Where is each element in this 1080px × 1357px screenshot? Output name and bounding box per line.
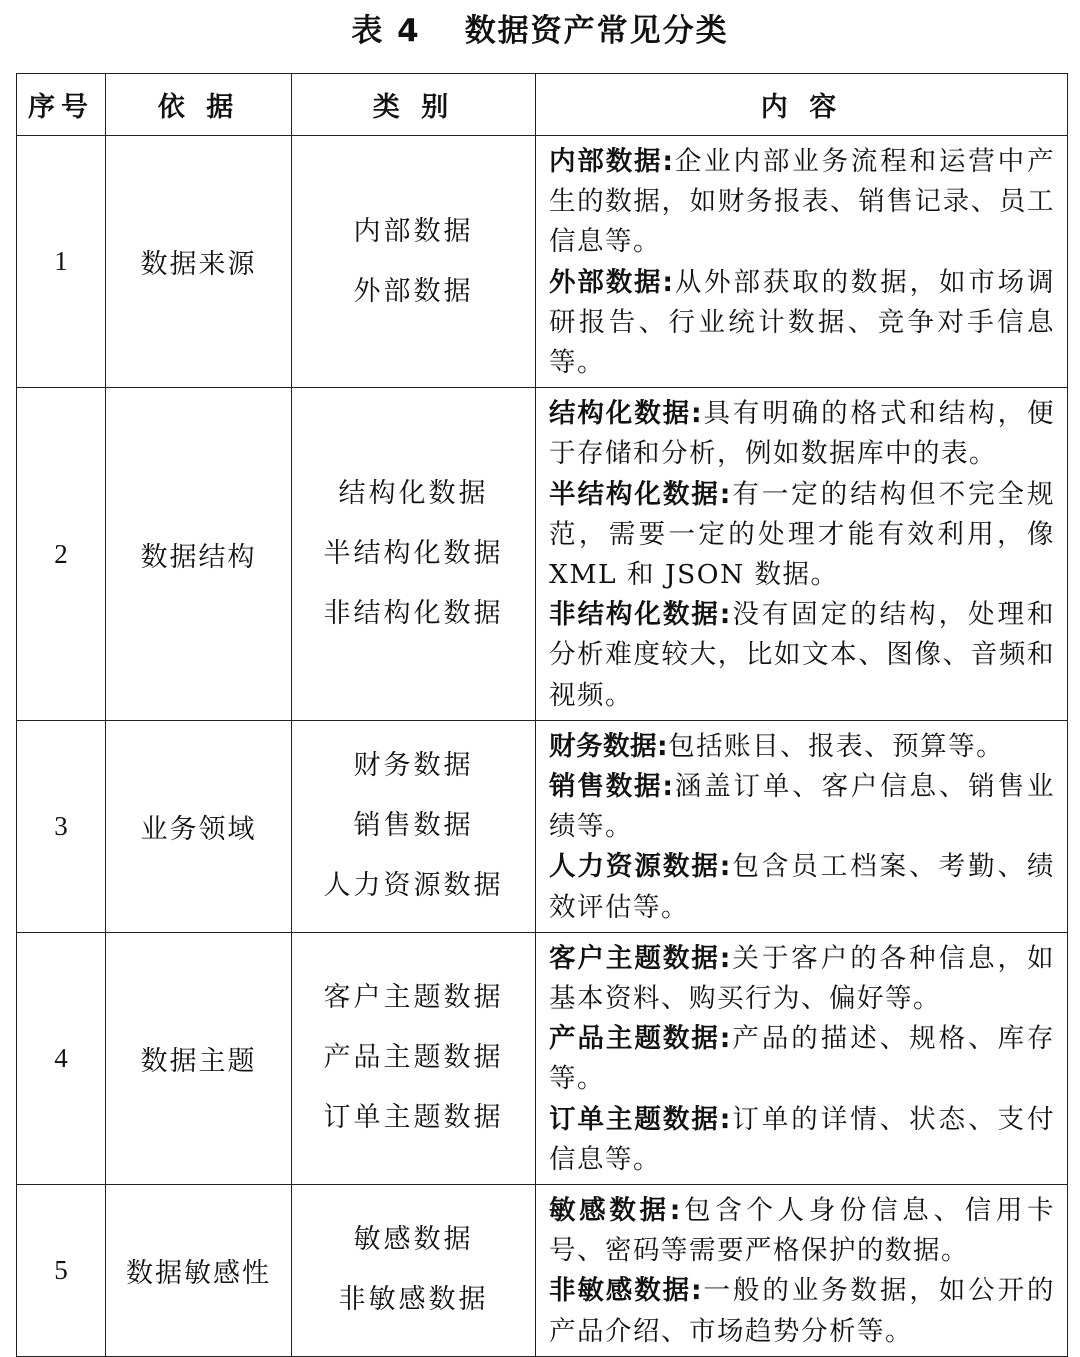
content-desc: 订单的详情、状态、支付信息等。 (549, 1103, 1055, 1175)
table-row (17, 388, 1068, 721)
content-desc: 企业内部业务流程和运营中产生的数据，如财务报表、销售记录、员工信息等。 (549, 146, 1055, 258)
row-number: 2 (17, 388, 106, 721)
content-item (549, 1271, 1055, 1351)
row-content (536, 720, 1068, 932)
row-basis: 数据结构 (106, 388, 292, 721)
content-item (549, 767, 1055, 847)
content-item (549, 595, 1055, 716)
content-item (549, 727, 1055, 767)
row-categories (292, 1185, 536, 1357)
category-item: 非结构化数据 (323, 598, 504, 630)
row-content (536, 932, 1068, 1184)
category-item: 产品主题数据 (323, 1042, 504, 1074)
content-item (549, 847, 1055, 927)
content-item (549, 1100, 1055, 1180)
table-row (17, 720, 1068, 932)
row-number: 4 (17, 932, 106, 1184)
content-term: 外部数据: (549, 266, 674, 298)
category-item: 订单主题数据 (323, 1102, 504, 1134)
row-basis: 数据主题 (106, 932, 292, 1184)
content-item (549, 939, 1055, 1019)
content-item (549, 263, 1055, 384)
row-basis: 数据敏感性 (106, 1185, 292, 1357)
category-item: 敏感数据 (353, 1224, 474, 1256)
category-item: 外部数据 (353, 275, 474, 307)
row-content (536, 1185, 1068, 1357)
header-row (17, 74, 1068, 136)
content-desc: 包含个人身份信息、信用卡号、密码等需要严格保护的数据。 (549, 1195, 1055, 1267)
data-asset-classification-table (16, 73, 1068, 1357)
row-number: 3 (17, 720, 106, 932)
category-item: 财务数据 (353, 750, 474, 782)
content-desc: 从外部获取的数据，如市场调研报告、行业统计数据、竞争对手信息等。 (549, 266, 1055, 379)
content-term: 销售数据: (549, 771, 674, 803)
table-row (17, 1185, 1068, 1357)
table-caption (0, 8, 1080, 54)
content-desc: 产品的描述、规格、库存等。 (549, 1023, 1055, 1095)
content-item (549, 1019, 1055, 1099)
content-desc: 包含员工档案、考勤、绩效评估等。 (549, 851, 1055, 923)
content-desc: 涵盖订单、客户信息、销售业绩等。 (549, 771, 1055, 843)
content-term: 半结构化数据: (549, 478, 731, 510)
row-basis: 数据来源 (106, 136, 292, 388)
content-desc: 没有固定的结构，处理和分析难度较大，比如文本、图像、音频和视频。 (549, 599, 1055, 711)
content-item (549, 394, 1055, 474)
content-term: 人力资源数据: (549, 851, 731, 883)
row-number: 1 (17, 136, 106, 388)
row-categories (292, 136, 536, 388)
table-title: 数据资产常见分类 (464, 13, 729, 49)
content-item (549, 475, 1055, 596)
content-desc: 包括账目、报表、预算等。 (668, 730, 1005, 762)
header-no: 序号 (17, 74, 106, 136)
category-item: 销售数据 (353, 810, 474, 842)
content-term: 非结构化数据: (549, 599, 731, 631)
row-basis: 业务领域 (106, 720, 292, 932)
table-number: 表 4 (351, 13, 421, 49)
content-term: 结构化数据: (549, 398, 703, 430)
category-item: 结构化数据 (338, 478, 489, 510)
content-term: 敏感数据: (549, 1195, 681, 1227)
header-basis: 依 据 (106, 74, 292, 136)
content-desc: 具有明确的格式和结构，便于存储和分析，例如数据库中的表。 (549, 398, 1055, 470)
header-category: 类 别 (292, 74, 536, 136)
row-categories (292, 932, 536, 1184)
content-desc: 有一定的结构但不完全规范，需要一定的处理才能有效利用，像 XML 和 JSON 数据。 (549, 478, 1055, 591)
table-row (17, 932, 1068, 1184)
category-item: 半结构化数据 (323, 538, 504, 570)
row-content (536, 388, 1068, 721)
category-item: 人力资源数据 (323, 870, 504, 902)
row-content (536, 136, 1068, 388)
content-term: 订单主题数据: (549, 1103, 731, 1135)
content-item (549, 1191, 1055, 1271)
row-number: 5 (17, 1185, 106, 1357)
header-content: 内 容 (536, 74, 1068, 136)
content-item (549, 142, 1055, 263)
category-item: 客户主题数据 (323, 982, 504, 1014)
table-row (17, 136, 1068, 388)
content-desc: 一般的业务数据，如公开的产品介绍、市场趋势分析等。 (549, 1275, 1055, 1347)
content-term: 内部数据: (549, 146, 674, 177)
category-item: 非敏感数据 (338, 1284, 489, 1316)
row-categories (292, 720, 536, 932)
category-item: 内部数据 (353, 215, 474, 247)
content-term: 非敏感数据: (549, 1275, 703, 1307)
content-term: 客户主题数据: (549, 942, 731, 974)
content-term: 财务数据: (549, 730, 669, 762)
row-categories (292, 388, 536, 721)
content-desc: 关于客户的各种信息，如基本资料、购买行为、偏好等。 (549, 942, 1055, 1015)
content-term: 产品主题数据: (549, 1023, 731, 1055)
